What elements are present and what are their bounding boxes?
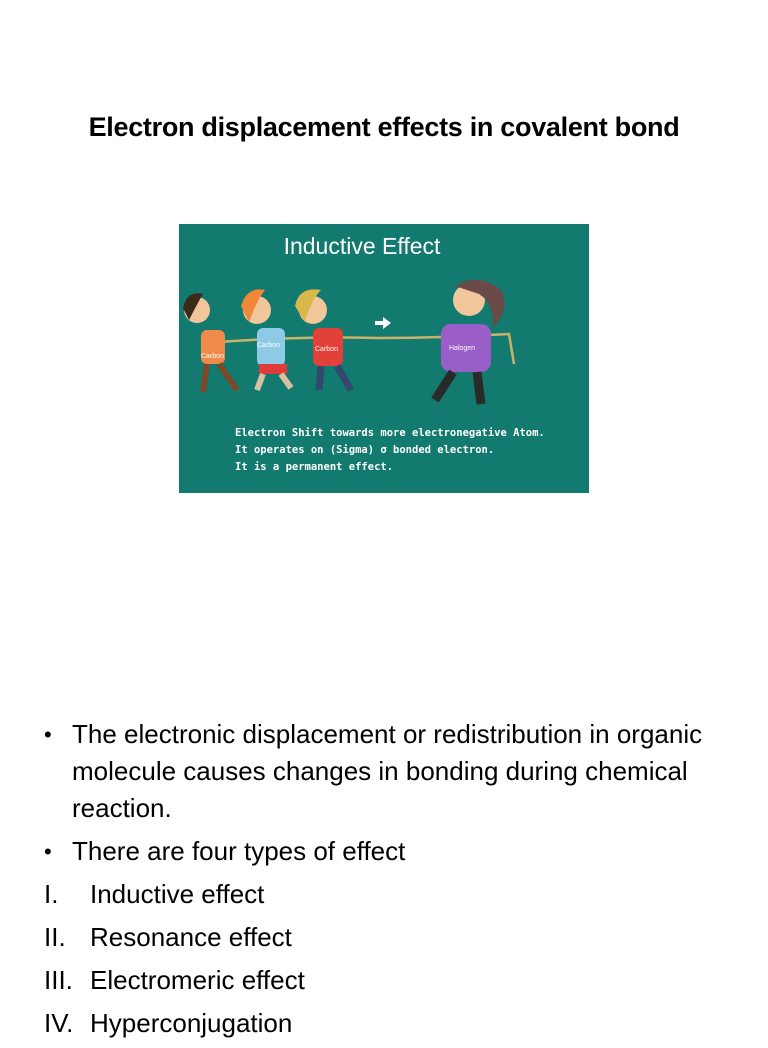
bullet-item <box>44 716 744 827</box>
carbon-child-3 <box>295 289 351 390</box>
effect-label: Electromeric effect <box>90 965 305 995</box>
effect-label: Inductive effect <box>90 879 265 909</box>
halogen-child <box>435 280 505 404</box>
figure-note-2: It operates on (Sigma) σ bonded electron. <box>235 444 495 456</box>
figure-note-3: It is a permanent effect. <box>235 461 394 473</box>
figure-note-1: Electron Shift towards more electronegative Atom. <box>235 427 545 439</box>
figure-heading: Inductive Effect <box>283 233 441 259</box>
label-carbon-1: Carbon <box>201 353 224 360</box>
effect-item-resonance <box>44 919 744 956</box>
bullet-dot-icon: • <box>44 839 52 864</box>
bullet-text: The electronic displacement or redistribution in organic molecule causes changes in bonding during chemical reaction. <box>72 719 703 823</box>
label-carbon-2: Carbon <box>257 342 280 349</box>
effect-label: Resonance effect <box>90 922 292 952</box>
slide-title: Electron displacement effects in covalent bond <box>88 112 680 142</box>
bullet-dot-icon: • <box>44 722 52 747</box>
effect-number: IV. <box>44 1008 74 1038</box>
bullet-item <box>44 833 744 870</box>
inductive-effect-illustration <box>179 224 589 493</box>
slide-body <box>44 716 744 1048</box>
effect-item-electromeric <box>44 962 744 999</box>
effect-number: I. <box>44 879 59 909</box>
effect-item-inductive <box>44 876 744 913</box>
carbon-child-1 <box>183 293 237 392</box>
electron-shift-arrow-icon <box>375 317 391 329</box>
effect-label: Hyperconjugation <box>90 1008 293 1038</box>
effect-number: II. <box>44 922 66 952</box>
effect-number: III. <box>44 965 73 995</box>
label-halogen: Halogen <box>449 345 476 352</box>
label-carbon-3: Carbon <box>315 346 338 353</box>
bullet-text: There are four types of effect <box>72 836 406 866</box>
